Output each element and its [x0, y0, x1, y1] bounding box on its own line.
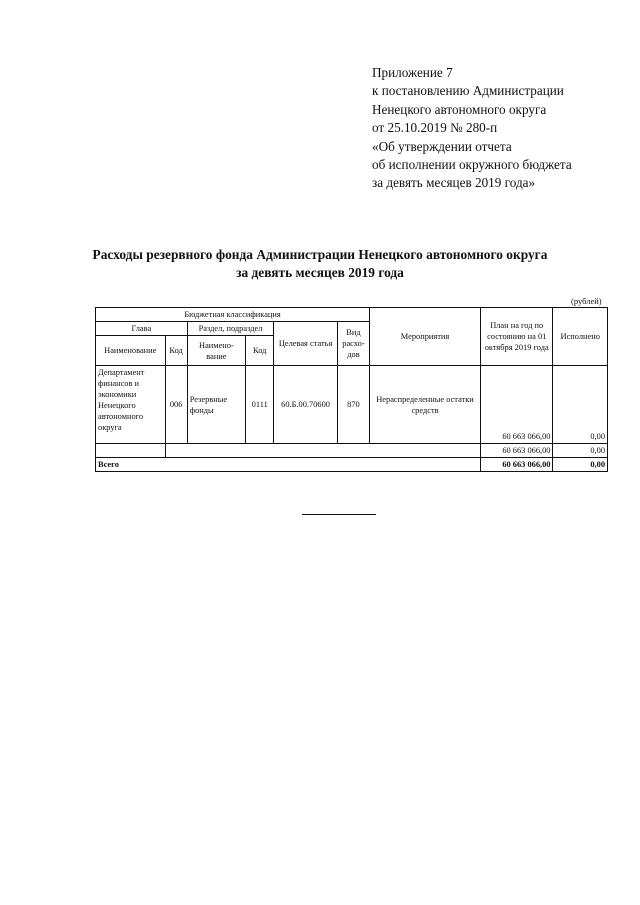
header-section-code: Код: [246, 336, 274, 366]
header-section: Раздел, подраздел: [187, 322, 274, 336]
header-line: об исполнении окружного бюджета: [372, 157, 572, 173]
header-line: Ненецкого автономного округа: [372, 101, 547, 117]
header-executed: Исполнено: [553, 308, 608, 366]
header-section-name: Наимено-вание: [187, 336, 245, 366]
header-code: Код: [165, 336, 187, 366]
cell-section-code: 0111: [246, 366, 274, 444]
cell-target-article: 60.Б.00.70600: [274, 366, 337, 444]
title-line-2: за девять месяцев 2019 года: [236, 265, 404, 280]
document-title: [40, 246, 600, 282]
header-line: к постановлению Администрации: [372, 83, 564, 99]
cell-executed: 0,00: [553, 366, 608, 444]
header-line: «Об утверждении отчета: [372, 138, 512, 154]
units-note: (рублей): [571, 296, 602, 306]
header-line: от 25.10.2019 № 280-п: [372, 120, 498, 136]
cell-expense-type: 870: [337, 366, 369, 444]
cell-activity: Нераспределенные остатки средств: [370, 366, 481, 444]
header-target-article: Целевая статья: [274, 322, 337, 366]
cell-section-name: Резервные фонды: [187, 366, 245, 444]
subtotal-plan: 60 663 066,00: [480, 444, 553, 458]
header-expense-type: Вид расхо-дов: [337, 322, 369, 366]
header-name: Наименование: [96, 336, 166, 366]
cell-chapter-code: 006: [165, 366, 187, 444]
cell-department: Департамент финансов и экономики Ненецкого автономного округа: [96, 366, 166, 444]
total-label: Всего: [96, 458, 481, 472]
total-executed: 0,00: [553, 458, 608, 472]
subtotal-executed: 0,00: [553, 444, 608, 458]
header-line: Приложение 7: [372, 65, 453, 80]
cell-plan: 60 663 066,00: [480, 366, 553, 444]
header-activities: Мероприятия: [370, 308, 481, 366]
subtotal-empty-left: [96, 444, 166, 458]
closing-rule: [302, 514, 376, 515]
total-plan: 60 663 066,00: [480, 458, 553, 472]
header-budget-classification: Бюджетная классификация: [96, 308, 370, 322]
header-plan: План на год по состоянию на 01 октября 2019 года: [480, 308, 553, 366]
subtotal-empty: [165, 444, 480, 458]
header-chapter: Глава: [96, 322, 188, 336]
appendix-header: [372, 64, 622, 193]
title-line-1: Расходы резервного фонда Администрации Ненецкого автономного округа: [92, 247, 548, 262]
header-line: за девять месяцев 2019 года»: [372, 175, 536, 191]
budget-table: [95, 307, 608, 472]
